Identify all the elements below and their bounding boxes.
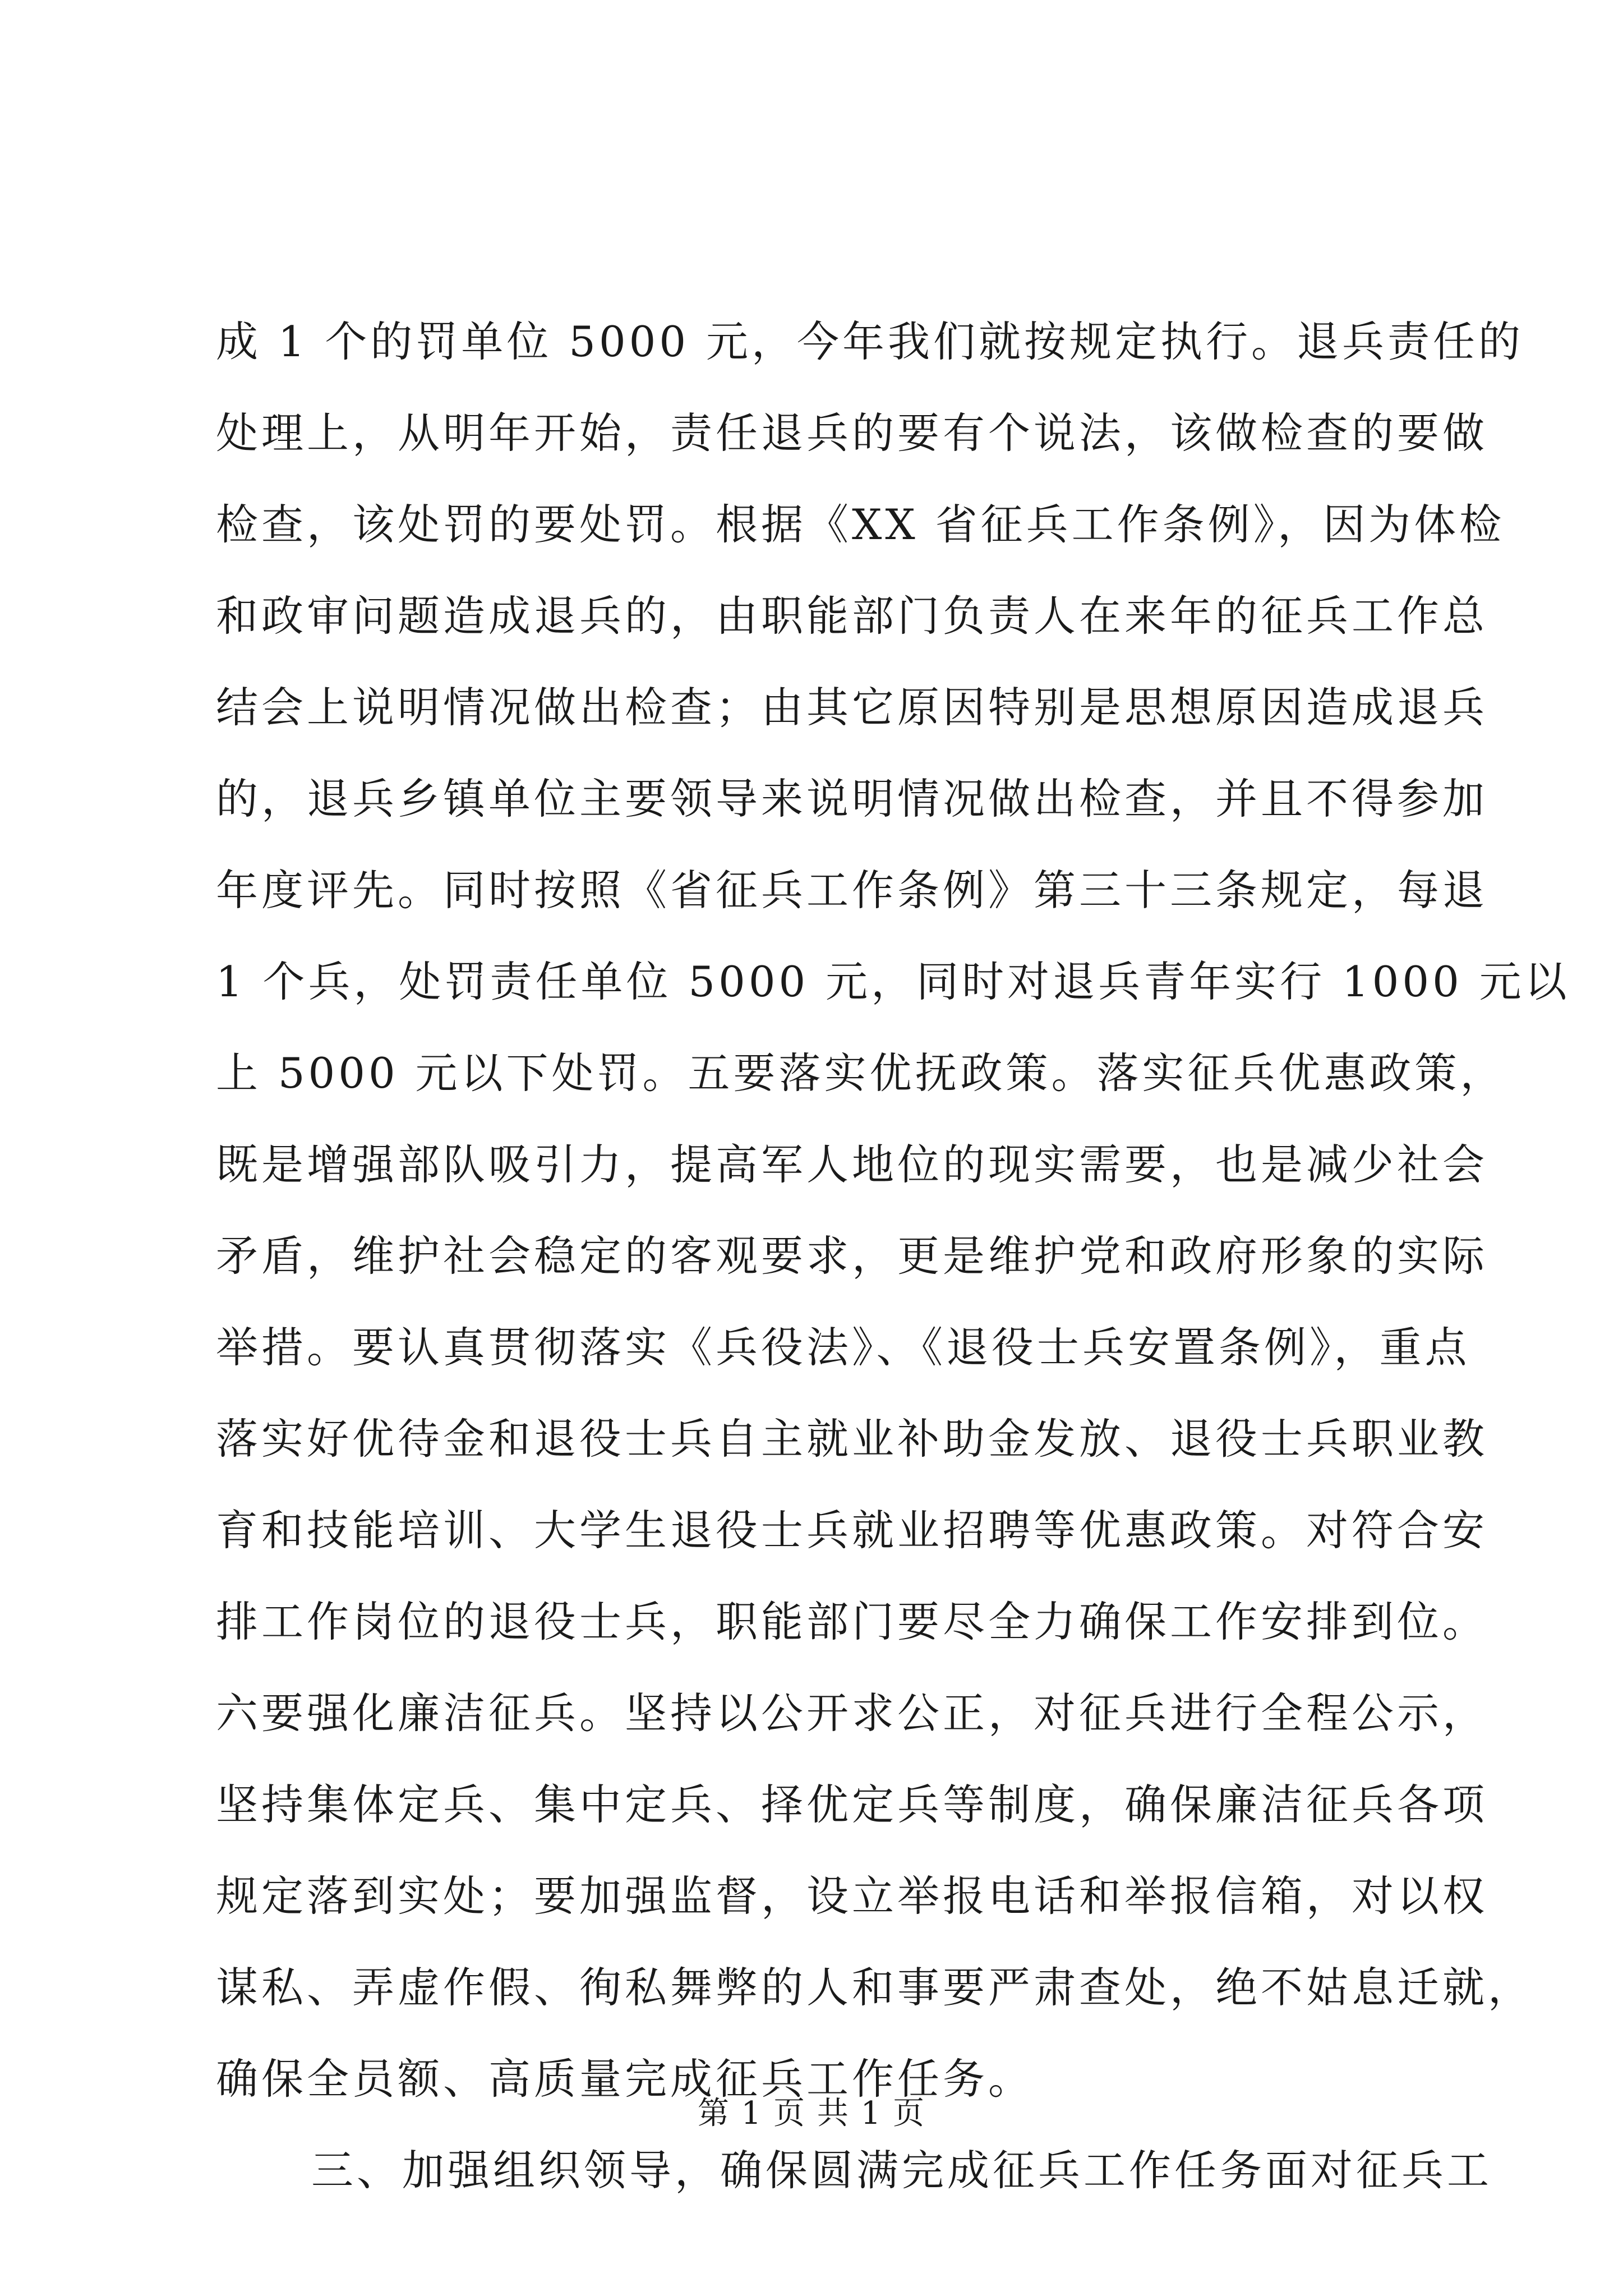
text-line-20: 确保全员额、高质量完成征兵工作任务。: [216, 2054, 1034, 2104]
text-line-6: 的，退兵乡镇单位主要领导来说明情况做出检查，并且不得参加: [216, 774, 1488, 823]
text-line-19: 谋私、弄虚作假、徇私舞弊的人和事要严肃查处，绝不姑息迁就，: [216, 1963, 1534, 2012]
text-line-9: 上 5000 元以下处罚。五要落实优抚政策。落实征兵优惠政策，: [216, 1048, 1506, 1098]
text-line-2: 处理上，从明年开始，责任退兵的要有个说法，该做检查的要做: [216, 408, 1488, 458]
text-line-16: 六要强化廉洁征兵。坚持以公开求公正，对征兵进行全程公示，: [216, 1688, 1488, 1738]
text-line-11: 矛盾，维护社会稳定的客观要求，更是维护党和政府形象的实际: [216, 1231, 1488, 1281]
text-line-3: 检查，该处罚的要处罚。根据《XX 省征兵工作条例》，因为体检: [216, 500, 1505, 549]
text-line-15: 排工作岗位的退役士兵，职能部门要尽全力确保工作安排到位。: [216, 1597, 1488, 1646]
text-line-7: 年度评先。同时按照《省征兵工作条例》第三十三条规定，每退: [216, 866, 1488, 915]
text-line-4: 和政审问题造成退兵的，由职能部门负责人在来年的征兵工作总: [216, 591, 1488, 641]
text-line-14: 育和技能培训、大学生退役士兵就业招聘等优惠政策。对符合安: [216, 1506, 1488, 1555]
text-line-13: 落实好优待金和退役士兵自主就业补助金发放、退役士兵职业教: [216, 1414, 1488, 1464]
section-heading-line: 三、加强组织领导，确保圆满完成征兵工作任务面对征兵工: [311, 2146, 1493, 2195]
text-line-8: 1 个兵，处罚责任单位 5000 元，同时对退兵青年实行 1000 元以: [216, 957, 1570, 1006]
text-line-1: 成 1 个的罚单位 5000 元，今年我们就按规定执行。退兵责任的: [216, 317, 1524, 366]
page-footer: 第 1 页 共 1 页: [697, 2095, 926, 2132]
text-line-5: 结会上说明情况做出检查；由其它原因特别是思想原因造成退兵: [216, 683, 1488, 732]
body-text: [216, 296, 1570, 2216]
text-line-12: 举措。要认真贯彻落实《兵役法》、《退役士兵安置条例》，重点: [216, 1323, 1470, 1372]
text-line-18: 规定落到实处；要加强监督，设立举报电话和举报信箱，对以权: [216, 1871, 1488, 1921]
text-line-17: 坚持集体定兵、集中定兵、择优定兵等制度，确保廉洁征兵各项: [216, 1780, 1488, 1829]
text-line-10: 既是增强部队吸引力，提高军人地位的现实需要，也是减少社会: [216, 1140, 1488, 1189]
